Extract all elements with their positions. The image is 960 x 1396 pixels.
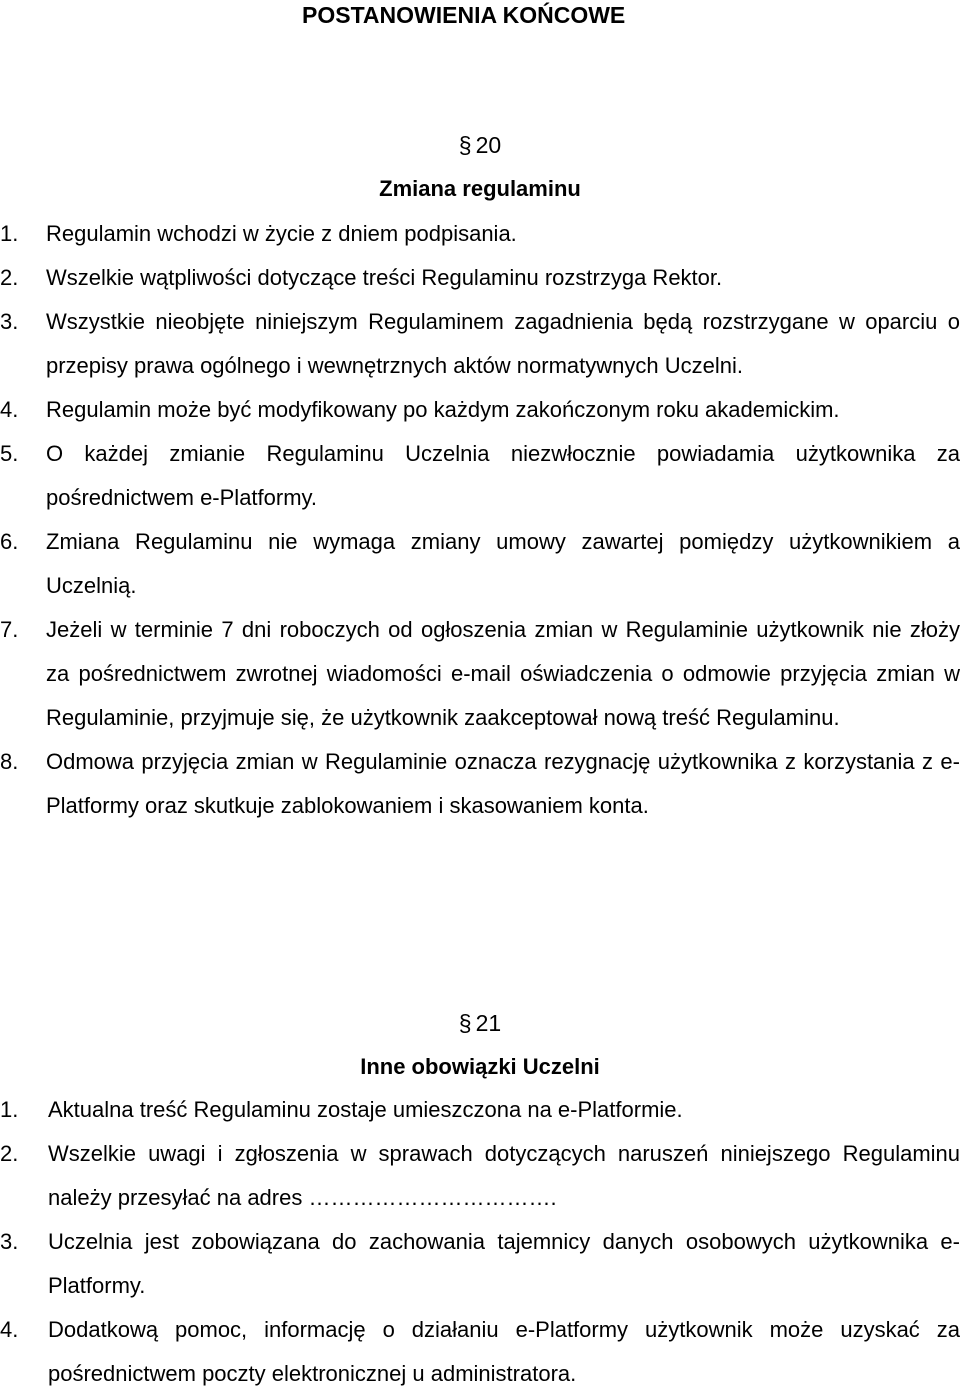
list-item-text: Regulamin wchodzi w życie z dniem podpisania. [46, 221, 517, 246]
list-item-number: 4. [0, 1317, 19, 1342]
list-item [0, 608, 960, 740]
list-item-number: 5. [0, 441, 19, 466]
section-number: 20 [475, 132, 502, 158]
chapter-title [0, 0, 960, 30]
list-item-text: Regulamin może być modyfikowany po każdym zakończonym roku akademickim. [46, 397, 840, 422]
list-item-text: Jeżeli w terminie 7 dni roboczych od ogłoszenia zmian w Regulaminie użytkownik nie złoży za pośrednictwem zwrotnej wiadomości e-mail oświadczenia o odmowie przyjęcia zmian w Regulaminie, przyjmuje się, że użytkownik zaakceptował nową treść Regulaminu. [46, 617, 960, 730]
list-item [0, 432, 960, 520]
list-item [0, 520, 960, 608]
list-item [0, 1088, 960, 1132]
list-item-number: 7. [0, 617, 19, 642]
section-number: 21 [475, 1010, 502, 1036]
list-item-number: 1. [0, 221, 19, 246]
list-item-number: 3. [0, 1229, 19, 1254]
section-20-title: Zmiana regulaminu [379, 176, 581, 201]
list-item-text: Wszystkie nieobjęte niniejszym Regulaminem zagadnienia będą rozstrzygane w oparciu o przepisy prawa ogólnego i wewnętrznych aktów normatywnych Uczelni. [46, 309, 960, 378]
list-item-text: Wszelkie wątpliwości dotyczące treści Regulaminu rozstrzyga Rektor. [46, 265, 723, 290]
list-item [0, 212, 960, 256]
chapter-title-text: POSTANOWIENIA KOŃCOWE [302, 2, 626, 28]
section-20-list [0, 212, 960, 828]
list-item-text: Aktualna treść Regulaminu zostaje umieszczona na e-Platformie. [48, 1097, 683, 1122]
list-item [0, 256, 960, 300]
list-item-number: 2. [0, 1141, 19, 1166]
section-symbol: § [458, 132, 472, 158]
list-item-number: 3. [0, 309, 19, 334]
section-symbol: § [458, 1010, 472, 1036]
list-item-text: Wszelkie uwagi i zgłoszenia w sprawach dotyczących naruszeń niniejszego Regulaminu należy przesyłać na adres ……………………………. [48, 1141, 960, 1210]
list-item [0, 300, 960, 388]
list-item-number: 2. [0, 265, 19, 290]
list-item [0, 740, 960, 828]
section-20-heading [0, 130, 960, 160]
list-item-number: 8. [0, 749, 19, 774]
list-item-text: Zmiana Regulaminu nie wymaga zmiany umowy zawartej pomiędzy użytkownikiem a Uczelnią. [46, 529, 960, 598]
list-item-number: 6. [0, 529, 19, 554]
list-item-number: 1. [0, 1097, 19, 1122]
list-item-text: Uczelnia jest zobowiązana do zachowania tajemnicy danych osobowych użytkownika e-Platformy. [48, 1229, 960, 1298]
list-item [0, 388, 960, 432]
list-item-text: O każdej zmianie Regulaminu Uczelnia niezwłocznie powiadamia użytkownika za pośrednictwem e-Platformy. [46, 441, 960, 510]
list-item [0, 1308, 960, 1396]
list-item-text: Dodatkową pomoc, informację o działaniu e-Platformy użytkownik może uzyskać za pośrednictwem poczty elektronicznej u administratora. [48, 1317, 960, 1386]
section-21-list [0, 1088, 960, 1396]
list-item [0, 1132, 960, 1220]
list-item-text: Odmowa przyjęcia zmian w Regulaminie oznacza rezygnację użytkownika z korzystania z e-Platformy oraz skutkuje zablokowaniem i skasowaniem konta. [46, 749, 960, 818]
list-item [0, 1220, 960, 1308]
section-21-title: Inne obowiązki Uczelni [360, 1054, 600, 1079]
list-item-number: 4. [0, 397, 19, 422]
section-21-heading [0, 1008, 960, 1038]
